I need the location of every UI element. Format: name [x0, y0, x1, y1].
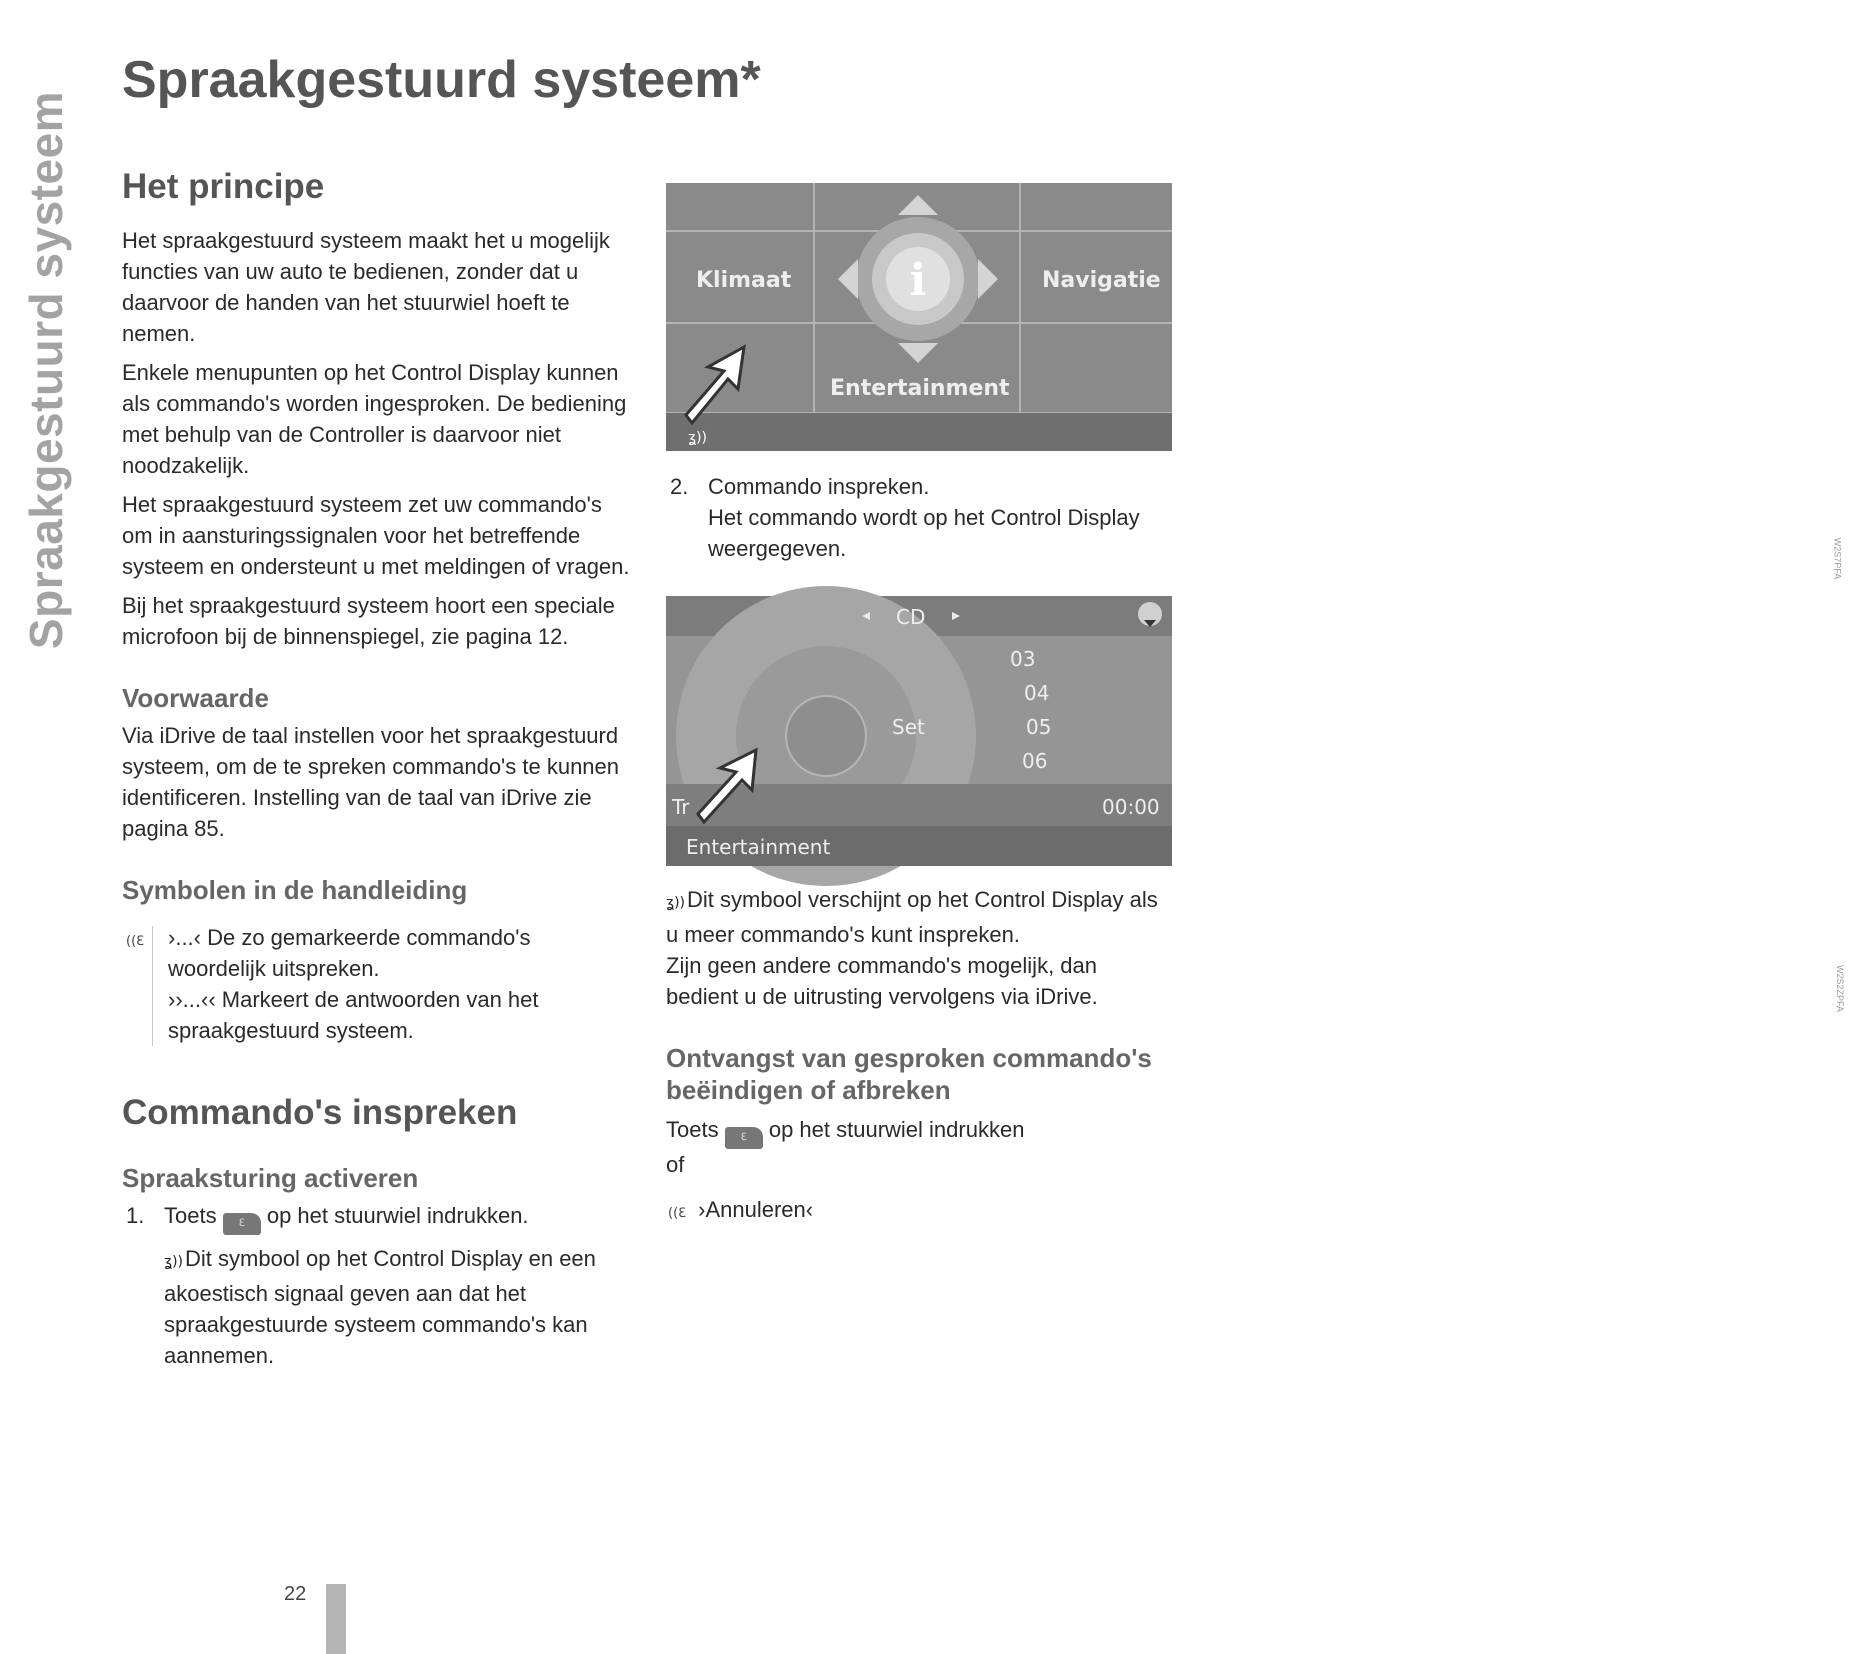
step-2-line2: Het commando wordt op het Control Display weergegeven. [708, 505, 1140, 561]
commands-heading: Commando's inspreken [122, 1093, 518, 1132]
symbol-note-1-text: Dit symbool verschijnt op het Control Display als u meer commando's kunt inspreken. [666, 887, 1158, 947]
page-title: Spraakgestuurd systeem* [122, 51, 761, 109]
track-label: Tr [672, 795, 690, 819]
entertainment-label: Entertainment [686, 835, 831, 859]
principle-paragraph: Bij het spraakgestuurd systeem hoort een speciale microfoon bij de binnenspiegel, zie pagina 12. [122, 593, 615, 649]
activate-heading: Spraaksturing activeren [122, 1163, 419, 1193]
symbol-note-1 [666, 884, 1172, 950]
section-side-tab-label: Spraakgestuurd systeem [20, 90, 73, 650]
track-list-item: 03 [1010, 647, 1036, 671]
symbol-note-2: Zijn geen andere commando's mogelijk, dan bedient u de uitrusting vervolgens via iDrive. [666, 953, 1098, 1009]
track-list-item: 04 [1024, 681, 1050, 705]
cd-source-label: CD [896, 605, 926, 629]
symbols-response-line: ››...‹‹ Markeert de antwoorden van het spraakgestuurd systeem. [168, 987, 539, 1043]
step-1 [122, 1200, 632, 1235]
menu-item-entertainment: Entertainment [830, 376, 1010, 401]
step-1-number: 1. [126, 1203, 145, 1228]
step-1-text-before: Toets [164, 1203, 217, 1228]
symbols-legend [122, 922, 632, 1046]
stop-command [666, 1194, 1172, 1229]
menu-item-climate: Klimaat [696, 268, 792, 293]
step-1-note [122, 1243, 632, 1371]
track-time: 00:00 [1102, 795, 1160, 819]
speech-active-icon: ʓ)) [666, 895, 686, 911]
step-1-text-after: op het stuurwiel indrukken. [266, 1203, 529, 1228]
voice-key-icon: ℇ [223, 1213, 261, 1235]
page-number-bar [326, 1584, 346, 1654]
stop-line [666, 1114, 1172, 1149]
principle-paragraph: Enkele menupunten op het Control Display kunnen als commando's worden ingesproken. De bediening met behulp van de Controller is daarvoor niet noodzakelijk. [122, 360, 627, 478]
symbols-command-line: ›...‹ De zo gemarkeerde commando's woordelijk uitspreken. [168, 925, 531, 981]
page-number: 22 [284, 1583, 307, 1605]
speech-active-icon: ʓ)) [688, 430, 708, 446]
principle-heading: Het principe [122, 167, 325, 206]
control-display-cd-screen [666, 596, 1172, 866]
step-1-note-text: Dit symbool op het Control Display en een akoestisch signaal geven aan dat het spraakgestuurde systeem commando's kan aannemen. [164, 1246, 596, 1368]
menu-item-navigation: Navigatie [1042, 268, 1161, 293]
principle-paragraph: Het spraakgestuurd systeem zet uw commando's om in aansturingssignalen voor het betreffende systeem en ondersteunt u met meldingen of vragen. [122, 492, 630, 579]
step-2 [666, 471, 1172, 564]
image-code: W2S7PFA [1832, 537, 1843, 580]
section-side-tab [16, 50, 76, 690]
menu-screen-graphic [666, 183, 1172, 451]
legend-divider [152, 926, 153, 1046]
stop-line-before: Toets [666, 1117, 719, 1142]
requirement-heading: Voorwaarde [122, 683, 269, 713]
left-column [122, 166, 632, 1371]
stop-heading: Ontvangst van gesproken commando's beëindigen of afbreken [666, 1043, 1152, 1105]
requirement-text: Via iDrive de taal instellen voor het spraakgestuurd systeem, om de te spreken commando's te kunnen identificeren. Instelling van de taal van iDrive zie pagina 85. [122, 723, 620, 841]
voice-command-icon: ((ℇ [668, 1206, 687, 1221]
track-list-item: 06 [1022, 749, 1048, 773]
right-column [666, 183, 1846, 1229]
voice-command-icon: ((ℇ [126, 934, 145, 949]
stop-or: of [666, 1152, 685, 1177]
principle-paragraph: Het spraakgestuurd systeem maakt het u mogelijk functies van uw auto te bedienen, zonder dat u daarvoor de handen van het stuurwiel hoeft te nemen. [122, 228, 610, 346]
step-2-number: 2. [670, 474, 689, 499]
speech-active-icon: ʓ)) [164, 1254, 184, 1270]
voice-key-icon: ℇ [725, 1127, 763, 1149]
symbols-heading: Symbolen in de handleiding [122, 875, 468, 905]
set-label: Set [892, 715, 925, 739]
track-list-item: 05 [1026, 715, 1052, 739]
stop-command-text: ›Annuleren‹ [698, 1197, 814, 1222]
svg-text:i: i [909, 255, 927, 306]
step-2-line1: Commando inspreken. [708, 474, 930, 499]
control-display-menu-screen [666, 183, 1172, 451]
stop-line-after: op het stuurwiel indrukken [768, 1117, 1025, 1142]
image-code: W2S2ZPFA [1835, 964, 1846, 1013]
